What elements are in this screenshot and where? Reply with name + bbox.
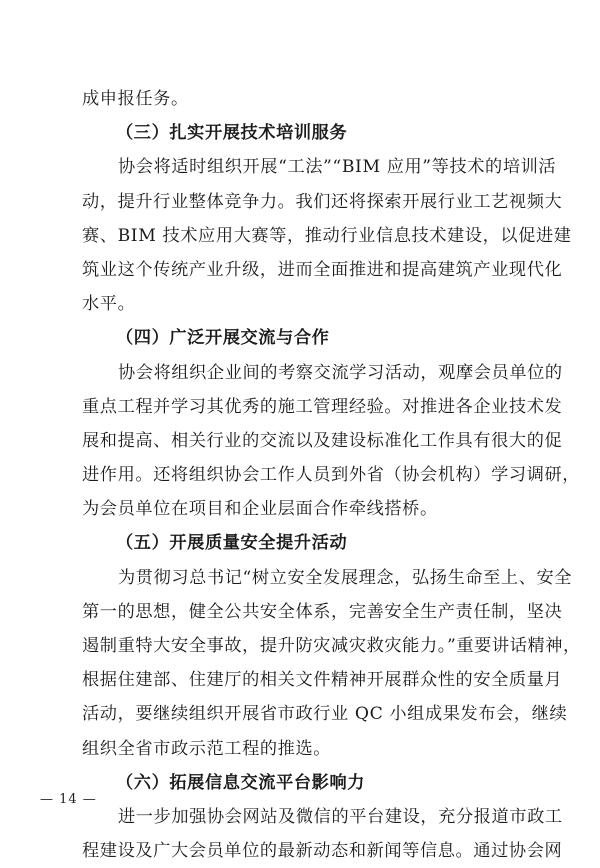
paragraph-line: 动，提升行业整体竞争力。我们还将探索开展行业工艺视频大	[82, 191, 563, 212]
paragraph-line: 水平。	[82, 294, 136, 315]
section-heading: （三）扎实开展技术培训服务	[116, 123, 348, 144]
paragraph-line: 协会将适时组织开展“工法”“BIM 应用”等技术的培训活	[118, 157, 557, 178]
paragraph-line: 进一步加强协会网站及微信的平台建设，充分报道市政工	[118, 806, 563, 827]
paragraph-line: 重点工程并学习其优秀的施工管理经验。对推进各企业技术发	[82, 396, 563, 417]
section-heading: （四）广泛开展交流与合作	[116, 328, 330, 349]
paragraph-line: 为贯彻习总书记“树立安全发展理念，弘扬生命至上、安全	[118, 567, 573, 588]
paragraph-line: 为会员单位在项目和企业层面合作牵线搭桥。	[82, 499, 438, 520]
paragraph-line: 程建设及广大会员单位的最新动态和新闻等信息。通过协会网	[82, 841, 563, 862]
paragraph-line: 活动，要继续组织开展省市政行业 QC 小组成果发布会，继续	[82, 704, 568, 725]
paragraph-line: 展和提高、相关行业的交流以及建设标准化工作具有很大的促	[82, 430, 563, 451]
document-body	[82, 82, 581, 868]
paragraph-line: 第一的思想，健全公共安全体系，完善安全生产责任制，坚决	[82, 601, 563, 622]
paragraph-line: 赛、BIM 技术应用大赛等，推动行业信息技术建设，以促进建	[82, 225, 572, 246]
paragraph-line: 协会将组织企业间的考察交流学习活动，观摩会员单位的	[118, 362, 563, 383]
paragraph-line: 组织全省市政示范工程的推选。	[82, 738, 332, 759]
paragraph-line: 遏制重特大安全事故，提升防灾减灾救灾能力。”重要讲话精神，	[82, 636, 581, 656]
paragraph-line: 进作用。还将组织协会工作人员到外省（协会机构）学习调研，	[82, 465, 581, 486]
paragraph-line: 筑业这个传统产业升级，进而全面推进和提高建筑产业现代化	[82, 259, 563, 280]
paragraph-line: 根据住建部、住建厅的相关文件精神开展群众性的安全质量月	[82, 670, 563, 691]
paragraph-line: 成申报任务。	[82, 89, 189, 109]
section-heading: （六）拓展信息交流平台影响力	[116, 772, 366, 793]
page-number: — 14 —	[40, 792, 97, 807]
section-heading: （五）开展质量安全提升活动	[116, 533, 348, 554]
